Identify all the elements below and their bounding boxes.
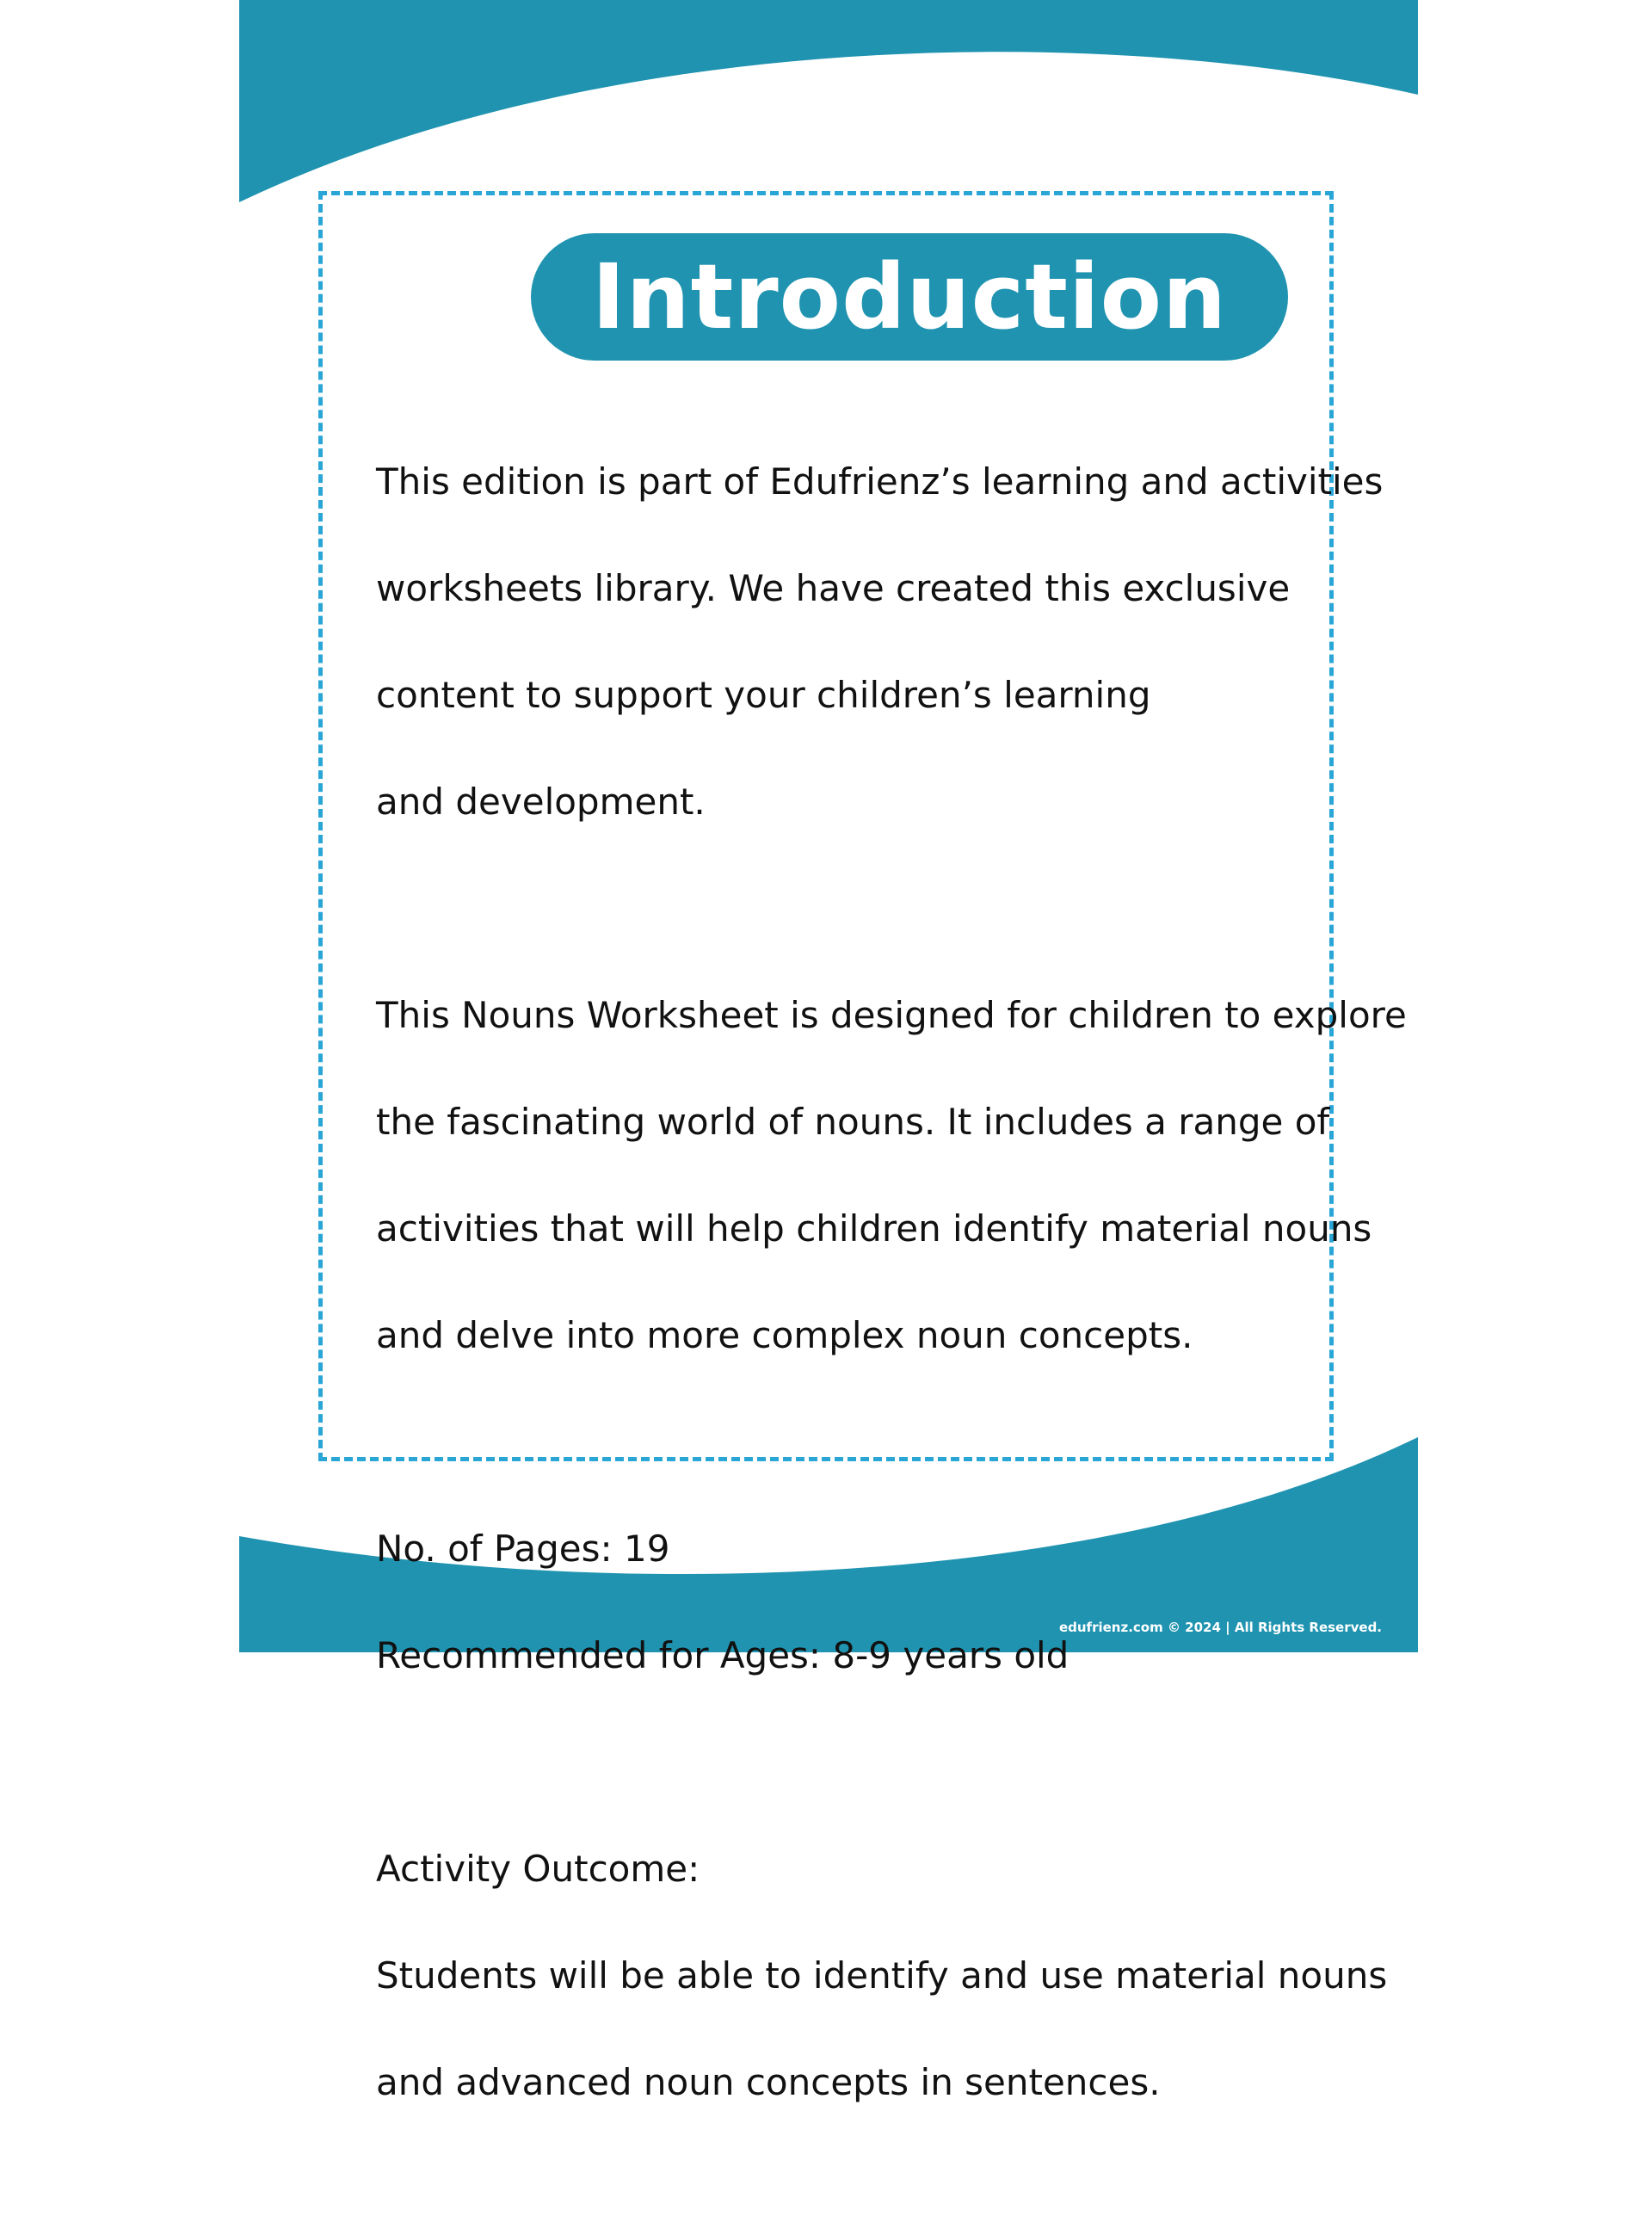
- intro-line: and development.: [376, 781, 706, 823]
- description-line: and delve into more complex noun concepts.: [376, 1314, 1193, 1356]
- outcome-line: Students will be able to identify and use material nouns: [376, 1954, 1388, 1997]
- details-block: [376, 1469, 1288, 1736]
- outcome-block: [376, 1789, 1388, 2163]
- top-wave-decoration: [239, 0, 1418, 207]
- page-count: No. of Pages: 19: [376, 1528, 670, 1570]
- intro-line: This edition is part of Edufrienz’s learning and activities: [376, 460, 1384, 503]
- description-line: activities that will help children identify material nouns: [376, 1207, 1372, 1250]
- page-title: Introduction: [591, 244, 1228, 349]
- description-line: the fascinating world of nouns. It includes a range of: [376, 1101, 1330, 1143]
- worksheet-page: [239, 0, 1418, 2103]
- description-line: This Nouns Worksheet is designed for children to explore: [376, 994, 1407, 1036]
- intro-line: content to support your children’s learning: [376, 674, 1151, 716]
- outcome-heading: Activity Outcome:: [376, 1848, 700, 1890]
- title-banner: [531, 233, 1288, 361]
- recommended-ages: Recommended for Ages: 8-9 years old: [376, 1634, 1069, 1676]
- copyright-footer: edufrienz.com © 2024 | All Rights Reserved.: [1058, 1620, 1382, 1635]
- intro-paragraph: [376, 402, 1384, 882]
- description-paragraph: [376, 935, 1407, 1416]
- content-body: [376, 402, 1407, 2216]
- outcome-line: and advanced noun concepts in sentences.: [376, 2061, 1161, 2103]
- intro-line: worksheets library. We have created this exclusive: [376, 567, 1291, 609]
